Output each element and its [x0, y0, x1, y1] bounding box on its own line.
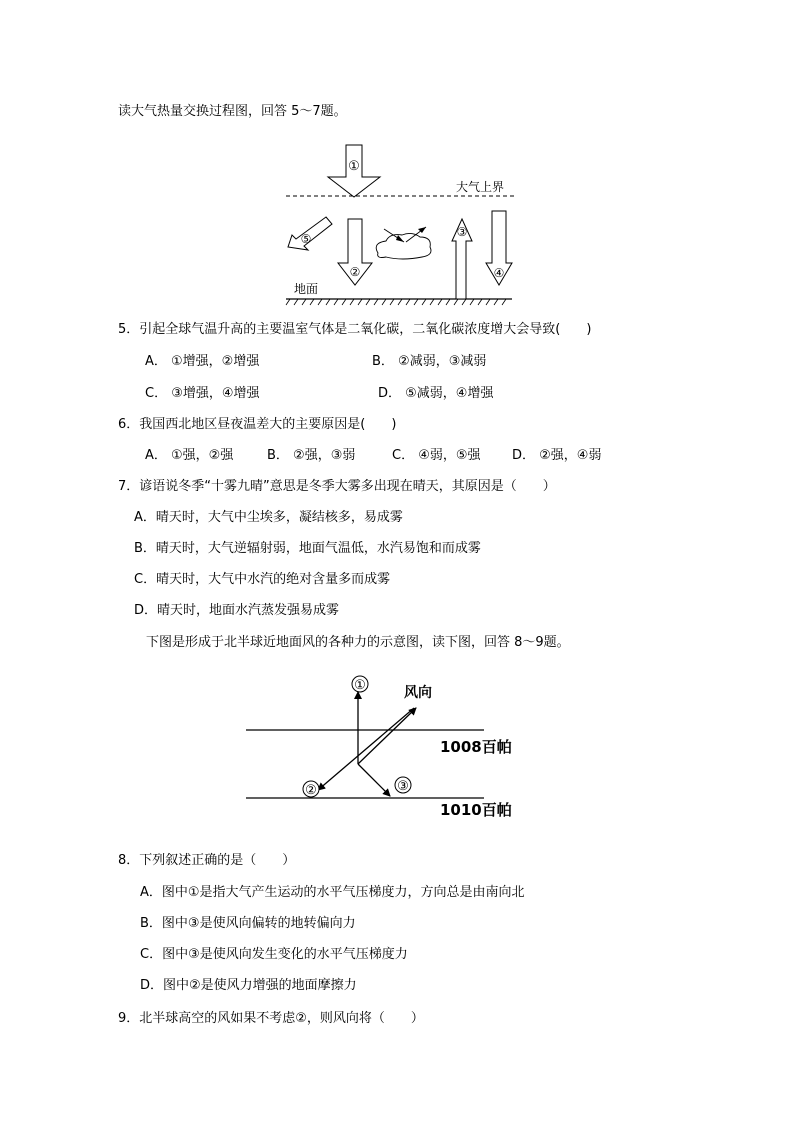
q5-option-b: B． ②减弱，③减弱: [372, 354, 487, 369]
arrow-5-label: ⑤: [300, 232, 312, 246]
q5-option-a: A． ①增强，②增强: [145, 354, 260, 369]
wind-force-diagram: [244, 672, 534, 822]
q5-stem: 5．引起全球气温升高的主要温室气体是二氧化碳，二氧化碳浓度增大会导致( ): [118, 322, 592, 337]
cloud-icon: [376, 233, 431, 259]
force-arrow-3: [358, 764, 390, 796]
q7-option-d: D．晴天时，地面水汽蒸发强易成雾: [134, 603, 340, 618]
heat-exchange-diagram: [286, 143, 516, 308]
q9-stem: 9．北半球高空的风如果不考虑②，则风向将（ ）: [118, 1011, 424, 1026]
q7-option-a: A．晴天时，大气中尘埃多，凝结核多，易成雾: [134, 510, 403, 525]
q8-option-c: C．图中③是使风向发生变化的水平气压梯度力: [140, 947, 408, 962]
q8-option-b: B．图中③是使风向偏转的地转偏向力: [140, 916, 356, 931]
arrow-3-symbol: ③: [397, 779, 409, 794]
arrow-2-label: ②: [349, 265, 361, 279]
wind-direction-arrow: [358, 708, 416, 764]
q7-option-b: B．晴天时，大气逆辐射弱，地面气温低，水汽易饱和而成雾: [134, 541, 481, 556]
q5-option-c: C． ③增强，④增强: [145, 386, 260, 401]
q6-stem: 6．我国西北地区昼夜温差大的主要原因是( ): [118, 417, 397, 432]
arrow-1-symbol: ①: [354, 678, 366, 693]
q5-option-d: D． ⑤减弱，④增强: [378, 386, 494, 401]
q7-stem: 7．谚语说冬季“十雾九晴”意思是冬季大雾多出现在晴天，其原因是（ ）: [118, 479, 556, 494]
q6-option-b: B． ②强，③弱: [267, 448, 356, 463]
intro-text-2: 下图是形成于北半球近地面风的各种力的示意图，读下图，回答 8～9题。: [146, 635, 570, 650]
q6-option-a: A． ①强，②强: [145, 448, 234, 463]
top-of-atmosphere-label: 大气上界: [456, 180, 505, 194]
arrow-2-symbol: ②: [305, 783, 317, 798]
arrow-4-label: ④: [493, 266, 505, 280]
ground-label: 地面: [294, 282, 319, 296]
q6-option-d: D． ②强，④弱: [512, 448, 602, 463]
isobar-1010-label: 1010百帕: [440, 801, 512, 819]
arrow-3-label: ③: [456, 225, 468, 239]
q8-option-d: D．图中②是使风力增强的地面摩擦力: [140, 978, 357, 993]
intro-text-1: 读大气热量交换过程图，回答 5～7题。: [118, 104, 347, 119]
isobar-1008-label: 1008百帕: [440, 738, 512, 756]
q8-stem: 8．下列叙述正确的是（ ）: [118, 853, 296, 868]
arrow-1-label: ①: [348, 159, 360, 174]
q7-option-c: C．晴天时，大气中水汽的绝对含量多而成雾: [134, 572, 391, 587]
q6-option-c: C． ④弱，⑤强: [392, 448, 481, 463]
wind-direction-label: 风向: [404, 685, 432, 701]
q8-option-a: A．图中①是指大气产生运动的水平气压梯度力，方向总是由南向北: [140, 885, 525, 900]
